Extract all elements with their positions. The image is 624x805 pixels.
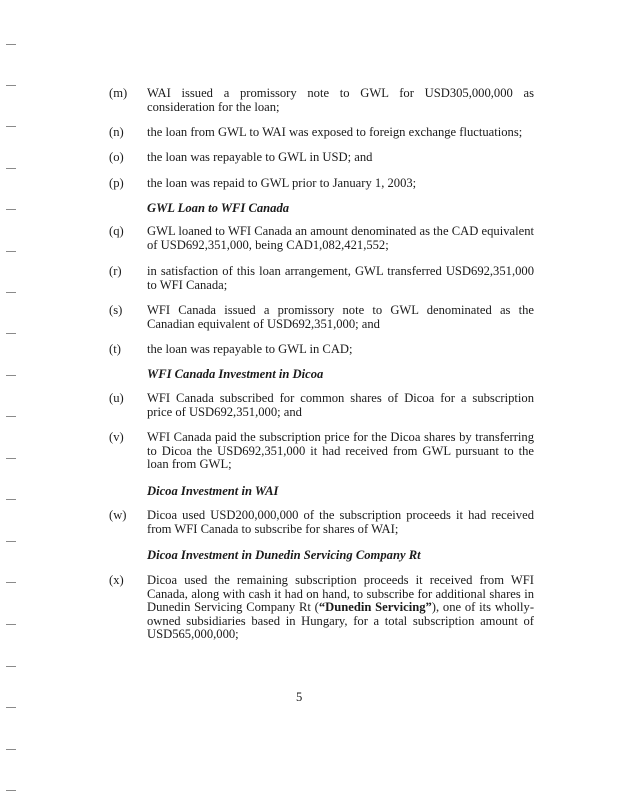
item-text: WFI Canada paid the subscription price for the Dicoa shares by transferring to Dicoa the USD692,351,000 it had received from GWL pursuant to the loan from GWL; — [147, 430, 534, 472]
item-text: the loan was repaid to GWL prior to January 1, 2003; — [147, 176, 417, 190]
margin-mark — [6, 168, 16, 169]
item-label: (o) — [109, 150, 124, 164]
section-heading-dicoa-investment-in-wai: Dicoa Investment in WAI — [147, 484, 279, 498]
margin-mark — [6, 126, 16, 127]
margin-mark — [6, 292, 16, 293]
page-number: 5 — [296, 690, 303, 704]
margin-mark — [6, 251, 16, 252]
item-text: the loan from GWL to WAI was exposed to foreign exchange fluctuations; — [147, 125, 523, 139]
item-label: (t) — [109, 342, 121, 356]
item-text: the loan was repayable to GWL in USD; and — [147, 150, 373, 164]
item-label: (s) — [109, 303, 123, 317]
margin-mark — [6, 790, 16, 791]
item-label: (r) — [109, 264, 122, 278]
item-label: (q) — [109, 224, 124, 238]
section-heading-wfi-canada-investment-in-dicoa: WFI Canada Investment in Dicoa — [147, 367, 324, 381]
margin-mark — [6, 582, 16, 583]
item-label: (x) — [109, 573, 124, 587]
item-text: the loan was repayable to GWL in CAD; — [147, 342, 353, 356]
margin-mark — [6, 707, 16, 708]
item-text: in satisfaction of this loan arrangement, GWL transferred USD692,351,000 to WFI Canada; — [147, 264, 534, 292]
item-label: (w) — [109, 508, 127, 522]
item-text: WAI issued a promissory note to GWL for USD305,000,000 as consideration for the loan; — [147, 86, 534, 114]
margin-mark — [6, 624, 16, 625]
section-heading-gwl-loan-to-wfi-canada: GWL Loan to WFI Canada — [147, 201, 290, 215]
item-label: (p) — [109, 176, 124, 190]
item-label: (n) — [109, 125, 124, 139]
margin-mark — [6, 499, 16, 500]
margin-mark — [6, 333, 16, 334]
margin-mark — [6, 209, 16, 210]
defined-term-dunedin-servicing: “Dunedin Servicing” — [318, 600, 432, 615]
item-text: WFI Canada subscribed for common shares of Dicoa for a subscription price of USD692,351,000; and — [147, 391, 534, 419]
margin-mark — [6, 375, 16, 376]
margin-mark — [6, 85, 16, 86]
item-text — [147, 574, 534, 642]
item-text-part: Dicoa used the remaining subscription proceeds it received from WFI Canada, along with cash it had on hand, to subscribe for additional shares in Dunedin Servicing Company Rt ( — [147, 573, 534, 615]
item-text: Dicoa used USD200,000,000 of the subscription proceeds it had received from WFI Canada to subscribe for shares of WAI; — [147, 508, 534, 536]
item-text-part: ), one of its wholly-owned subsidiaries based in Hungary, for a total subscription amount of USD565,000,000; — [147, 600, 535, 642]
section-heading-dicoa-investment-in-dunedin: Dicoa Investment in Dunedin Servicing Company Rt — [147, 548, 421, 562]
margin-mark — [6, 749, 16, 750]
margin-mark — [6, 458, 16, 459]
margin-mark — [6, 416, 16, 417]
item-label: (m) — [109, 86, 128, 100]
margin-mark — [6, 541, 16, 542]
item-text: WFI Canada issued a promissory note to GWL denominated as the Canadian equivalent of USD692,351,000; and — [147, 303, 534, 331]
item-label: (v) — [109, 430, 124, 444]
margin-mark — [6, 666, 16, 667]
item-text: GWL loaned to WFI Canada an amount denominated as the CAD equivalent of USD692,351,000, being CAD1,082,421,552; — [147, 224, 534, 252]
margin-mark — [6, 44, 16, 45]
item-label: (u) — [109, 391, 124, 405]
